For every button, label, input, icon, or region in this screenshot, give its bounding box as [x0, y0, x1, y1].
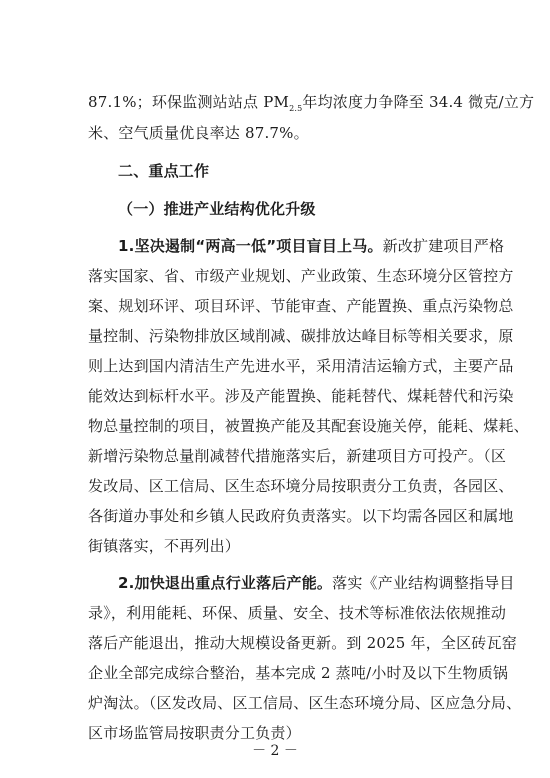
item2-line: 落后产能退出，推动大规模设备更新。到 2025 年，全区砖瓦窑	[88, 634, 517, 652]
intro-line-1: 87.1%；环保监测站站点 $PM_{2.5}$年均浓度力争降至 34.4 微克/立方	[88, 93, 535, 113]
subsection-heading: （一）推进产业结构优化升级	[118, 200, 316, 218]
intro-line-2: 米、空气质量优良率达 87.7%。	[88, 124, 309, 142]
item1-line: 发改局、区工信局、区生态环境分局按职责分工负责，各园区、	[88, 477, 514, 495]
item1-line: 新增污染物总量削减替代措施落实后，新建项目方可投产。（区	[88, 447, 507, 465]
item1-line: 量控制、污染物排放区域削减、碳排放达峰目标等相关要求，原	[88, 327, 514, 345]
item1-line: 物总量控制的项目，被置换产能及其配套设施关停，能耗、煤耗、	[88, 417, 529, 435]
item1-line: 各街道办事处和乡镇人民政府负责落实。以下均需各园区和属地	[88, 507, 514, 525]
item2-line: 录》，利用能耗、环保、质量、安全、技术等标准依法依规推动	[88, 604, 507, 622]
item1-line: 落实国家、省、市级产业规划、产业政策、生态环境分区管控方	[88, 267, 514, 285]
item2-first-line: 2.加快退出重点行业落后产能。落实《产业结构调整指导目	[118, 574, 515, 592]
item2-line: 企业全部完成综合整治，基本完成 2 蒸吨/小时及以下生物质锅	[88, 664, 509, 682]
item2-line: 区市场监管局按职责分工负责）	[88, 724, 301, 742]
item1-first-line: 1.坚决遏制“两高一低”项目盲目上马。新改扩建项目严格	[118, 237, 505, 255]
section-heading: 二、重点工作	[118, 162, 210, 180]
item1-line: 街镇落实，不再列出）	[88, 537, 241, 555]
item1-line: 则上达到国内清洁生产先进水平，采用清洁运输方式，主要产品	[88, 357, 514, 375]
item1-line: 能效达到标杆水平。涉及产能置换、能耗替代、煤耗替代和污染	[88, 387, 514, 405]
page-number: － 2 －	[252, 743, 298, 759]
item1-bold-lead: 1.坚决遏制“两高一低”项目盲目上马。	[118, 237, 383, 255]
item2-line: 炉淘汰。（区发改局、区工信局、区生态环境分局、区应急分局、	[88, 694, 522, 712]
item2-bold-lead: 2.加快退出重点行业落后产能。	[118, 574, 333, 592]
item1-line: 案、规划环评、项目环评、节能审查、产能置换、重点污染物总	[88, 297, 514, 315]
